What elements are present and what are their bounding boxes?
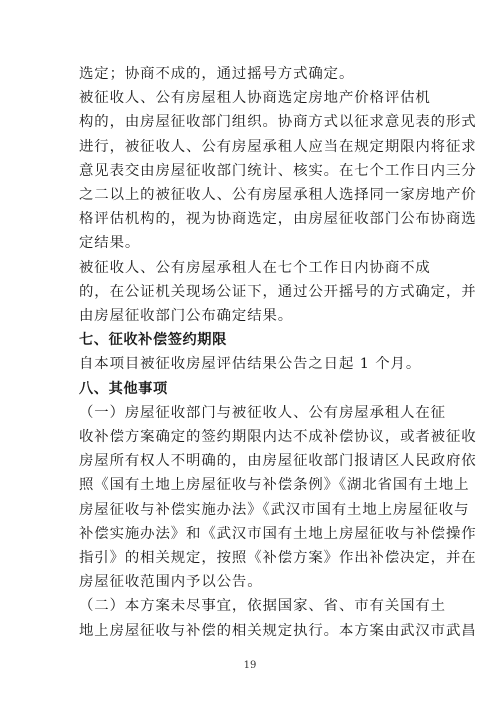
section-heading: 八、其他事项	[79, 380, 168, 397]
page-number: 19	[243, 660, 257, 671]
text-line: 补偿实施办法》和《武汉市国有土地上房屋征收与补偿操作	[79, 525, 477, 542]
text-line: 照《国有土地上房屋征收与补偿条例》《湖北省国有土地上	[79, 477, 470, 494]
text-line: 房屋征收与补偿实施办法》《武汉市国有土地上房屋征收与	[79, 501, 470, 518]
text-line: 收补偿方案确定的签约期限内达不成补偿协议，或者被征收	[79, 429, 477, 445]
text-line: 的，在公证机关现场公证下，通过公开摇号的方式确定，并	[79, 283, 477, 300]
text-line: 被征收人、公有房屋租人协商选定房地产价格评估机	[79, 90, 431, 107]
text-line: 进行，被征收人、公有房屋承租人应当在规定期限内将征求	[79, 138, 477, 155]
text-line: 房屋所有权人不明确的，由房屋征收部门报请区人民政府依	[79, 453, 477, 470]
text-line: 格评估机构的，视为协商选定，由房屋征收部门公布协商选	[79, 211, 477, 228]
text-line: 定结果。	[79, 235, 141, 252]
text-line: 房屋征收范围内予以公告。	[79, 574, 263, 591]
text-line: 由房屋征收部门公布确定结果。	[79, 308, 294, 324]
text-line: 选定；协商不成的，通过摇号方式确定。	[79, 66, 355, 82]
text-line: （一）房屋征收部门与被征收人、公有房屋承租人在征	[79, 404, 446, 421]
text-line: 被征收人、公有房屋承租人在七个工作日内协商不成	[79, 259, 431, 276]
text-line: 地上房屋征收与补偿的相关规定执行。本方案由武汉市武昌	[79, 622, 477, 639]
text-line: 之二以上的被征收人、公有房屋承租人选择同一家房地产价	[79, 187, 477, 203]
text-line: 意见表交由房屋征收部门统计、核实。在七个工作日内三分	[79, 162, 477, 179]
section-heading: 七、征收补偿签约期限	[79, 332, 227, 349]
text-line: 构的，由房屋征收部门组织。协商方式以征求意见表的形式	[79, 114, 477, 131]
text-line: （二）本方案未尽事宜，依据国家、省、市有关国有土	[79, 598, 446, 615]
text-line: 自本项目被征收房屋评估结果公告之日起 1 个月。	[79, 356, 422, 373]
text-line: 指引》的相关规定，按照《补偿方案》作出补偿决定，并在	[79, 550, 477, 566]
